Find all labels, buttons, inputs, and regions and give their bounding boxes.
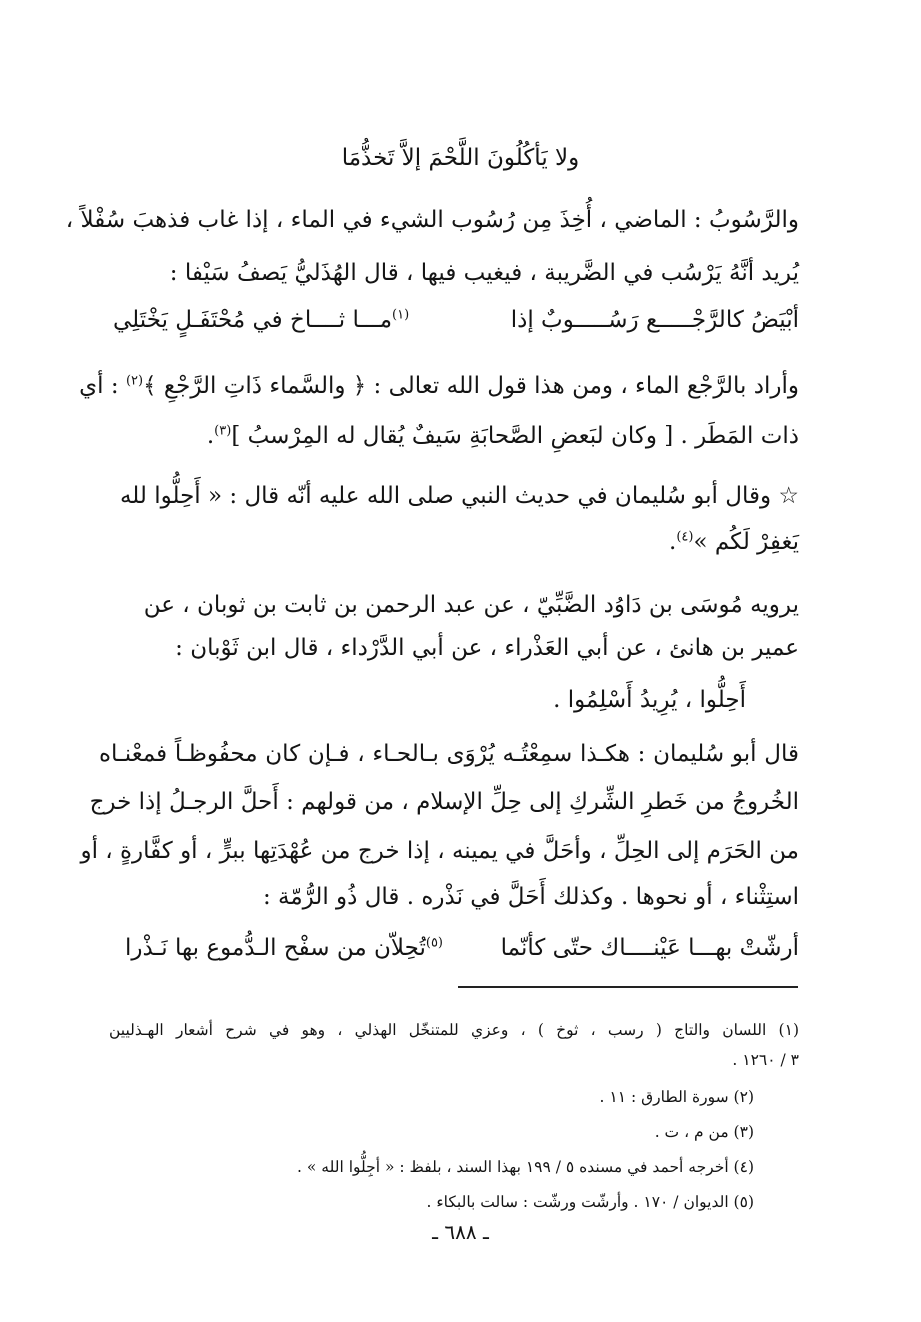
page-number: ـ ٦٨٨ ـ — [432, 1220, 489, 1244]
para3-line2: يَغفِرْ لَكُم »$^{(٤)}$. — [669, 529, 799, 555]
footnote-1-line1: (١) اللسان والتاج ( رسب ، ثوخ ) ، وعزي للمتنخّل الهذلي ، وهو في شرح أشعار الهـذليين — [109, 1021, 799, 1039]
para4-line1: يرويه مُوسَى بن دَاوُد الضَّبِّيّ ، عن عبد الرحمن بن ثابت بن ثوبان ، عن — [143, 592, 799, 618]
footnote-ref-2: (٢) — [125, 373, 144, 389]
footnote-separator — [458, 986, 798, 988]
para1-line2: يُريد أنَّهُ يَرْسُب في الضَّريبة ، فيغيب فيها ، قال الهُذَليُّ يَصفُ سَيْفا : — [169, 260, 799, 286]
footnote-ref-4: (٤) — [676, 529, 694, 545]
para5-line3: من الحَرَم إلى الحِلِّ ، وأحَلَّ في يمينه ، إذا خرج من عُهْدَتِها ببرٍّ ، أو كفَّارةٍ ، أو — [80, 838, 799, 864]
verse2-hemistich-right: أرشّتْ بهـــا عَيْنــــاك حتّى كأنّما — [500, 935, 799, 961]
para5-line2: الخُروجُ من خَطرِ الشِّركِ إلى حِلِّ الإسلام ، من قولهم : أَحلَّ الرجـلُ إذا خرج — [89, 789, 799, 815]
footnote-ref-3: (٣) — [214, 423, 232, 439]
para1-line1: والرَّسُوبُ : الماضي ، أُخِذَ مِن رُسُوب الشيء في الماء ، إذا غاب فذهبَ سُفْلاً ، — [65, 207, 799, 233]
verse2-hemistich-left: $^{(٥)}$تُحِلاّن من سفْح الـدُّموع بها نَـذْرا — [125, 935, 443, 961]
para2-line2: ذات المَطَر . [ وكان لبَعضِ الصَّحابَةِ سَيفٌ يُقال له المِرْسبُ ]$^{(٣)}$. — [206, 423, 799, 449]
para2-line1: وأراد بالرَّجْع الماء ، ومن هذا قول الله تعالى : ﴿ والسَّماء ذَاتِ الرَّجْعِ ﴾$^{(٢)}$ : أي — [79, 373, 799, 399]
footnote-5: (٥) الديوان / ١٧٠ . وأرشّت ورشّت : سالت بالبكاء . — [426, 1193, 754, 1211]
para4-line3: أَحِلُّوا ، يُرِيدُ أَسْلِمُوا . — [553, 687, 746, 713]
verse1-hemistich-right: أبْيَضُ كالرَّجْـــــع رَسُـــــوبٌ إذا — [510, 307, 799, 333]
footnote-ref-5: (٥) — [425, 935, 443, 951]
footnote-ref-1: (١) — [392, 307, 410, 323]
footnote-2: (٢) سورة الطارق : ١١ . — [599, 1088, 754, 1106]
para5-line1: قال أبو سُليمان : هكـذا سمِعْتُـه يُرْوَى بـالحـاء ، فـإن كان محفُوظـاً فمعْنـاه — [99, 741, 799, 767]
verse1-hemistich-left: $^{(١)}$مـــا ثــــاخ في مُحْتَفَـلٍ يَخْتَلِي — [113, 307, 410, 333]
footnote-4: (٤) أخرجه أحمد في مسنده ٥ / ١٩٩ بهذا السند ، بلفظ : « أجِلُّوا الله » . — [297, 1158, 754, 1176]
footnote-3: (٣) من م ، ت . — [654, 1123, 754, 1141]
para3-line1: ☆ وقال أبو سُليمان في حديث النبي صلى الله عليه أنّه قال : « أَحِلُّوا لله — [119, 483, 799, 509]
verse-top: ولا يَأكُلُونَ اللَّحْمَ إلاَّ تَخذُّمَا — [341, 145, 580, 171]
para4-line2: عمير بن هانئ ، عن أبي العَذْراء ، عن أبي الدَّرْداء ، قال ابن ثَوْبان : — [175, 635, 799, 661]
para5-line4: استِثْناء ، أو نحوها . وكذلك أَحَلَّ في نَذْره . قال ذُو الرُّمّة : — [262, 884, 799, 910]
footnote-1-line2: ٣ / ١٢٦٠ . — [732, 1051, 799, 1069]
